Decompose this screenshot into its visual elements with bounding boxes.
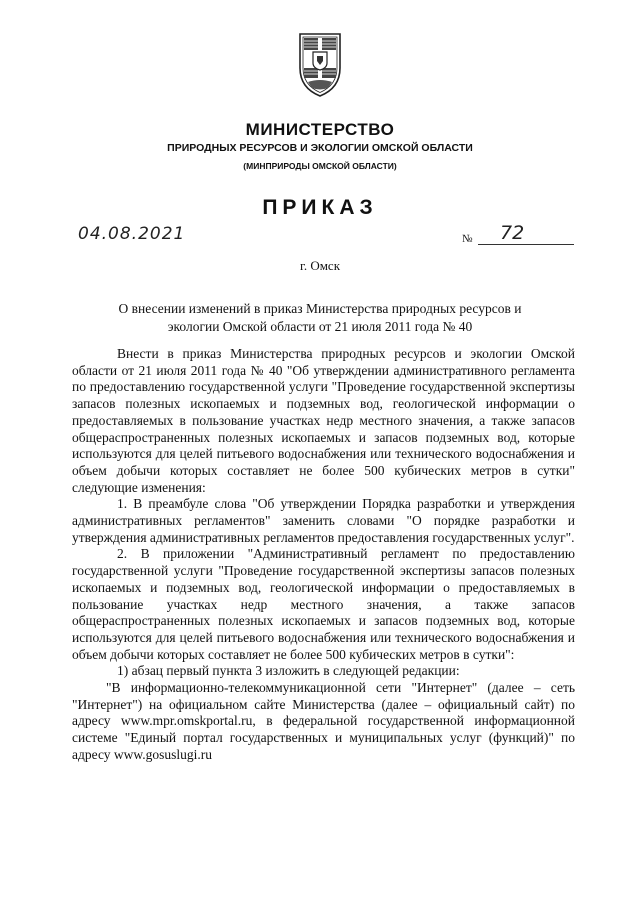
document-type-title: ПРИКАЗ xyxy=(262,196,378,219)
ministry-title: МИНИСТЕРСТВО xyxy=(245,120,395,139)
ministry-short-name: (МИНПРИРОДЫ ОМСКОЙ ОБЛАСТИ) xyxy=(243,161,397,171)
order-body xyxy=(72,346,575,764)
handwritten-order-number: 72 xyxy=(500,222,525,244)
body-paragraph: 1) абзац первый пункта 3 изложить в следующей редакции: xyxy=(117,663,460,679)
order-subject xyxy=(0,300,640,336)
number-sign: № xyxy=(462,233,473,245)
body-paragraph: 2. В приложении "Административный регламент по предоставлению государственной услуги "Проведение государственной экспертизы запасов полезных ископаемых и подземных вод, геологической информации о предоставляемых в пользование участках недр местного значения, а также запасов общераспространенных полезных ископаемых и запасов подземных вод, которые используются для целей питьевого водоснабжения или технического водоснабжения и объем добычи которых составляет не более 500 кубических метров в сутки": xyxy=(72,546,575,662)
subject-line-1: О внесении изменений в приказ Министерства природных ресурсов и xyxy=(118,301,522,316)
ministry-full-name: ПРИРОДНЫХ РЕСУРСОВ И ЭКОЛОГИИ ОМСКОЙ ОБЛАСТИ xyxy=(167,142,473,154)
city-label: г. Омск xyxy=(299,258,341,273)
subject-line-2: экологии Омской области от 21 июля 2011 года № 40 xyxy=(167,319,473,334)
handwritten-date: 04.08.2021 xyxy=(78,224,186,244)
body-paragraph: 1. В преамбуле слова "Об утверждении Порядка разработки и утверждения административных регламентов" заменить словами "О порядке разработки и утверждения административных регламентов предоставления государственных услуг". xyxy=(72,496,575,545)
body-paragraph: "В информационно-телекоммуникационной сети "Интернет" (далее – сеть "Интернет") на официальном сайте Министерства (далее – официальный сайт) по адресу www.mpr.omskportal.ru, в федеральной государственной информационной системе "Единый портал государственных и муниципальных услуг (функций)" по адресу www.gosuslugi.ru xyxy=(72,680,575,762)
number-underline xyxy=(478,244,574,245)
body-paragraph: Внести в приказ Министерства природных ресурсов и экологии Омской области от 21 июля 2011 года № 40 "Об утверждении административного регламента по предоставлению государственной услуги "Проведение государственной экспертизы запасов полезных ископаемых и подземных вод, геологической информации о предоставляемых в пользование участках недр местного значения, а также запасов общераспространенных полезных ископаемых и запасов подземных вод, которые используются для целей питьевого водоснабжения или технического водоснабжения и объем добычи которых составляет не более 500 кубических метров в сутки" следующие изменения: xyxy=(72,346,575,495)
coat-of-arms-emblem xyxy=(294,28,346,100)
